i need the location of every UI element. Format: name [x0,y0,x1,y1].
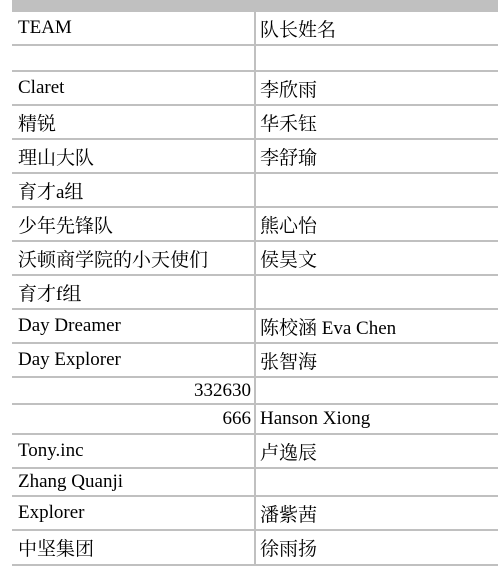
captain-cell[interactable]: 李舒瑜 [256,140,498,172]
table-row [12,12,498,44]
table-row [12,46,498,70]
team-cell[interactable]: Explorer [12,497,254,529]
team-cell[interactable]: 精锐 [12,106,254,138]
table-row [12,378,498,403]
captain-cell[interactable]: 华禾钰 [256,106,498,138]
captain-cell[interactable]: 徐雨扬 [256,531,498,564]
captain-cell[interactable] [256,469,498,495]
captain-cell[interactable]: 队长姓名 [256,12,498,44]
table-row [12,531,498,564]
captain-cell[interactable] [256,378,498,403]
table-row [12,276,498,308]
team-cell[interactable]: Day Dreamer [12,310,254,342]
captain-cell[interactable]: 陈校涵 Eva Chen [256,310,498,342]
table-row [12,242,498,274]
team-cell[interactable]: Claret [12,72,254,104]
table-row [12,344,498,376]
captain-cell[interactable] [256,276,498,308]
captain-cell[interactable]: 李欣雨 [256,72,498,104]
table-row [12,310,498,342]
captain-cell[interactable]: 卢逸辰 [256,435,498,467]
spreadsheet-grid [12,0,498,566]
team-cell[interactable]: TEAM [12,12,254,44]
team-cell[interactable]: 理山大队 [12,140,254,172]
captain-cell[interactable]: Hanson Xiong [256,405,498,433]
team-cell[interactable]: Day Explorer [12,344,254,376]
team-cell[interactable]: Zhang Quanji [12,469,254,495]
captain-cell[interactable]: 潘紫茜 [256,497,498,529]
team-cell[interactable]: 666 [12,405,254,433]
captain-cell[interactable]: 侯昊文 [256,242,498,274]
team-cell[interactable]: 332630 [12,378,254,403]
table-row [12,72,498,104]
captain-cell[interactable] [256,174,498,206]
team-cell[interactable]: 沃顿商学院的小天使们 [12,242,254,274]
table-row [12,208,498,240]
table-row [12,435,498,467]
table-row [12,469,498,495]
team-cell[interactable]: 少年先锋队 [12,208,254,240]
table-row [12,140,498,172]
team-cell[interactable]: 育才f组 [12,276,254,308]
table-row [12,174,498,206]
team-cell[interactable]: Tony.inc [12,435,254,467]
table-row [12,405,498,433]
table-row [12,106,498,138]
captain-cell[interactable] [256,46,498,70]
team-cell[interactable] [12,46,254,70]
captain-cell[interactable]: 张智海 [256,344,498,376]
table-row [12,497,498,529]
team-cell[interactable]: 育才a组 [12,174,254,206]
team-cell[interactable]: 中坚集团 [12,531,254,564]
captain-cell[interactable]: 熊心怡 [256,208,498,240]
